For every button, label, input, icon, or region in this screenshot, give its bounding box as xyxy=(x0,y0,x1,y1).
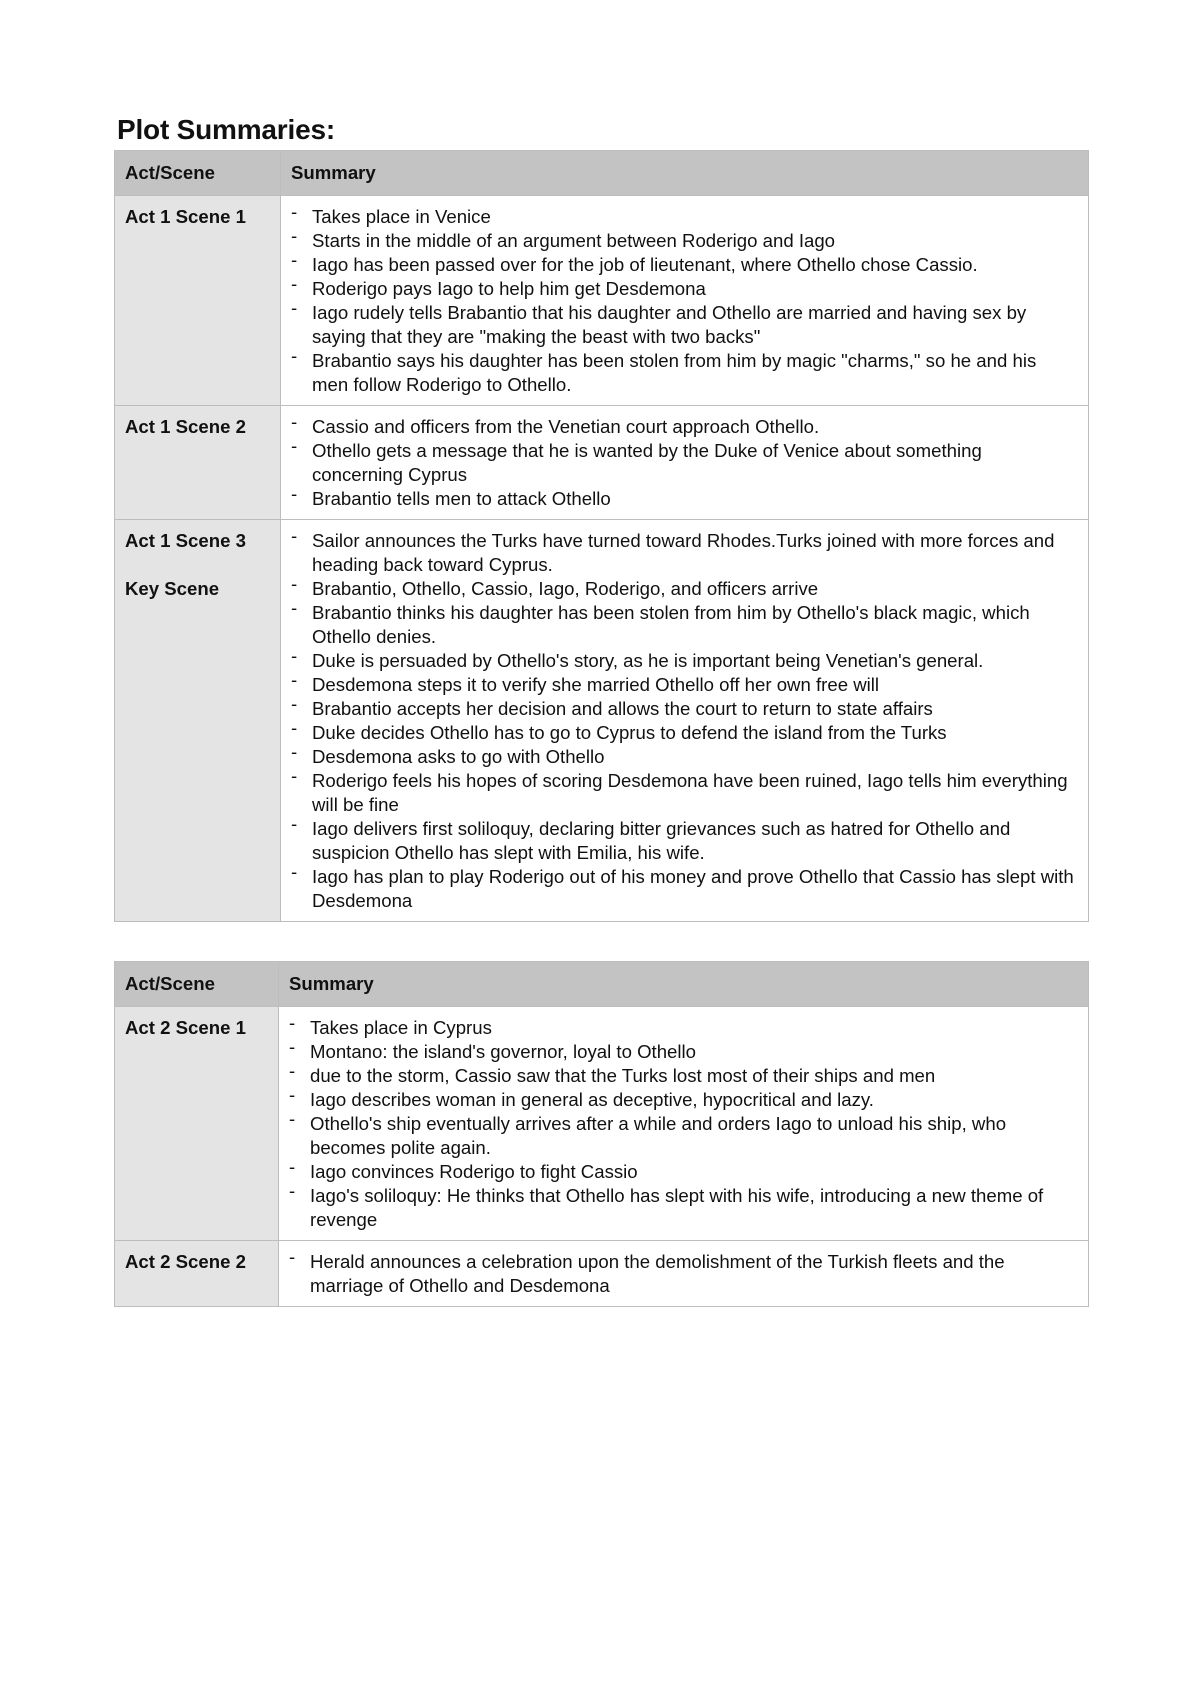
list-item: - Brabantio, Othello, Cassio, Iago, Roderigo, and officers arrive xyxy=(291,573,819,599)
list-item: - Iago describes woman in general as deceptive, hypocritical and lazy. xyxy=(289,1084,874,1110)
table-row xyxy=(115,1241,1089,1307)
summary-cell xyxy=(281,406,1089,520)
list-item: - Takes place in Cyprus xyxy=(289,1012,492,1038)
scene-cell xyxy=(115,196,281,406)
table-row xyxy=(115,406,1089,520)
table-row xyxy=(115,196,1089,406)
scene-cell xyxy=(115,1007,279,1241)
summary-list xyxy=(287,1012,1076,1232)
list-item: - Iago convinces Roderigo to fight Cassio xyxy=(289,1156,638,1182)
key-scene-label: Key Scene xyxy=(125,578,220,599)
list-item: - Othello's ship eventually arrives after a while and orders Iago to unload his ship, who becomes polite again. xyxy=(289,1108,1007,1158)
scene-label: Act 2 Scene 1 xyxy=(125,1017,246,1038)
list-item: - Brabantio says his daughter has been stolen from him by magic "charms," so he and his men follow Roderigo to Othello. xyxy=(291,345,1037,395)
list-item: - Brabantio thinks his daughter has been stolen from him by Othello's black magic, which Othello denies. xyxy=(291,597,1030,647)
header-act-scene: Act/Scene xyxy=(115,962,279,1007)
table-header-row xyxy=(115,151,1089,196)
list-item: - Montano: the island's governor, loyal to Othello xyxy=(289,1036,696,1062)
scene-cell xyxy=(115,520,281,922)
header-summary: Summary xyxy=(279,962,1089,1007)
list-item: - Cassio and officers from the Venetian court approach Othello. xyxy=(291,411,820,437)
list-item: - Iago rudely tells Brabantio that his daughter and Othello are married and having sex by saying that they are "making the beast with two backs" xyxy=(291,297,1027,347)
table-header-row xyxy=(115,962,1089,1007)
plot-summary-table-act-2 xyxy=(114,961,1089,1307)
scene-label: Act 1 Scene 2 xyxy=(125,416,246,437)
scene-cell xyxy=(115,406,281,520)
header-act-scene: Act/Scene xyxy=(115,151,281,196)
list-item: - Duke decides Othello has to go to Cyprus to defend the island from the Turks xyxy=(291,717,947,743)
page-title: Plot Summaries: xyxy=(117,114,335,145)
summary-cell xyxy=(281,196,1089,406)
list-item: - Sailor announces the Turks have turned toward Rhodes.Turks joined with more forces and heading back toward Cyprus. xyxy=(291,525,1055,575)
list-item: - Takes place in Venice xyxy=(291,201,491,227)
summary-list xyxy=(289,525,1076,913)
list-item: - Roderigo pays Iago to help him get Desdemona xyxy=(291,273,706,299)
list-item: - Brabantio accepts her decision and allows the court to return to state affairs xyxy=(291,693,933,719)
list-item: - Desdemona asks to go with Othello xyxy=(291,741,605,767)
list-item: - due to the storm, Cassio saw that the Turks lost most of their ships and men xyxy=(289,1060,936,1086)
list-item: - Herald announces a celebration upon the demolishment of the Turkish fleets and the marriage of Othello and Desdemona xyxy=(289,1246,1005,1296)
list-item: - Iago has plan to play Roderigo out of his money and prove Othello that Cassio has slept with Desdemona xyxy=(291,861,1074,911)
list-item: - Desdemona steps it to verify she married Othello off her own free will xyxy=(291,669,880,695)
summary-cell xyxy=(281,520,1089,922)
list-item: - Iago's soliloquy: He thinks that Othello has slept with his wife, introducing a new theme of revenge xyxy=(289,1180,1044,1230)
summary-list xyxy=(287,1246,1076,1298)
list-item: - Brabantio tells men to attack Othello xyxy=(291,483,611,509)
scene-cell xyxy=(115,1241,279,1307)
scene-label: Act 1 Scene 3 xyxy=(125,530,246,551)
list-item: - Othello gets a message that he is wanted by the Duke of Venice about something concerning Cyprus xyxy=(291,435,982,485)
scene-label: Act 2 Scene 2 xyxy=(125,1251,246,1272)
list-item: - Starts in the middle of an argument between Roderigo and Iago xyxy=(291,225,836,251)
list-item: - Iago has been passed over for the job of lieutenant, where Othello chose Cassio. xyxy=(291,249,978,275)
list-item: - Duke is persuaded by Othello's story, as he is important being Venetian's general. xyxy=(291,645,984,671)
summary-cell xyxy=(279,1241,1089,1307)
table-row xyxy=(115,1007,1089,1241)
list-item: - Roderigo feels his hopes of scoring Desdemona have been ruined, Iago tells him everything will be fine xyxy=(291,765,1068,815)
table-row xyxy=(115,520,1089,922)
summary-list xyxy=(289,201,1076,397)
list-item: - Iago delivers first soliloquy, declaring bitter grievances such as hatred for Othello and suspicion Othello has slept with Emilia, his wife. xyxy=(291,813,1011,863)
summary-list xyxy=(289,411,1076,511)
scene-label: Act 1 Scene 1 xyxy=(125,206,246,227)
plot-summary-table-act-1 xyxy=(114,150,1089,922)
header-summary: Summary xyxy=(281,151,1089,196)
summary-cell xyxy=(279,1007,1089,1241)
